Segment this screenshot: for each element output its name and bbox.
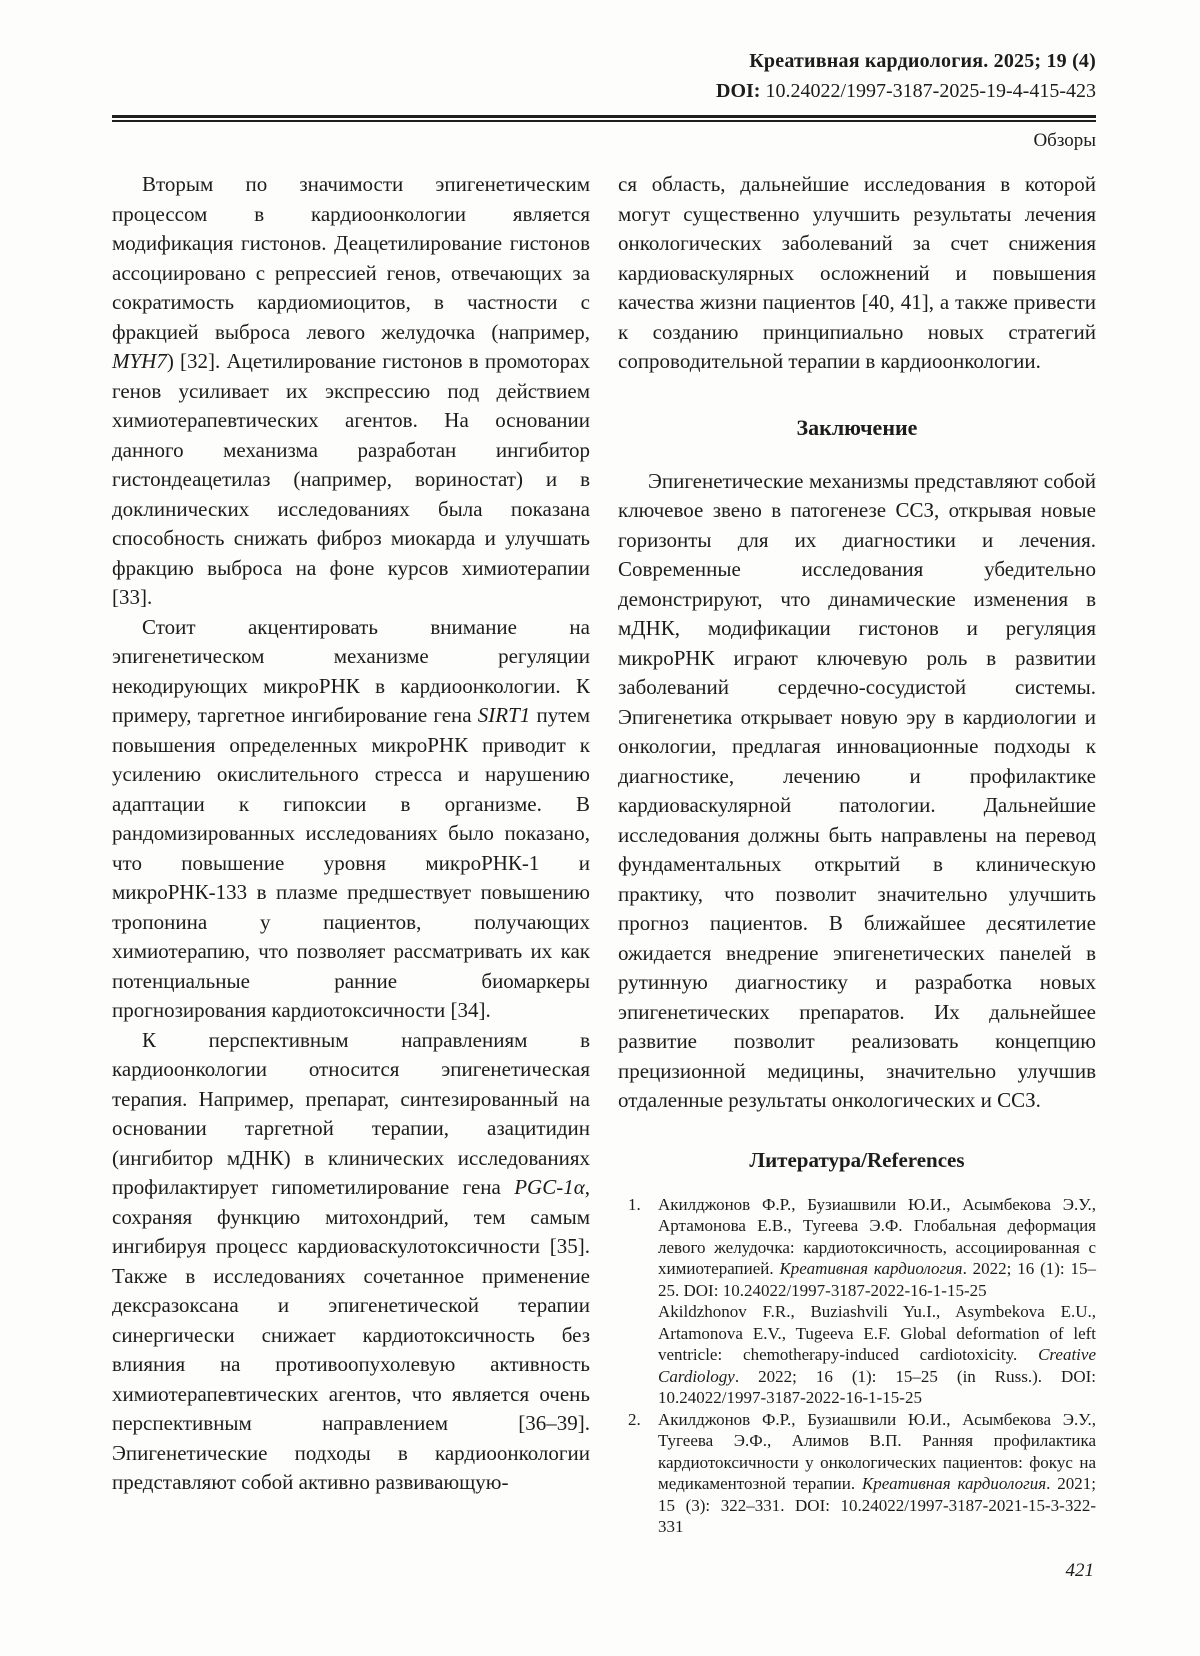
emphasized-text: MYH7 xyxy=(112,349,167,373)
text-run: ся область, дальнейшие исследования в которой могут существенно улучшить результаты лечения онкологических заболеваний за счет снижения кардиоваскулярных осложнений и повышения качества жизни пациентов [40, 41], а также привести к созданию принципиально новых стратегий сопроводительной терапии в кардиоонкологии. xyxy=(618,172,1096,373)
emphasized-text: PGC-1α xyxy=(514,1175,585,1199)
right-column xyxy=(618,170,1096,1538)
text-run: . 2021; 15 (3): 322–331. DOI: 10.24022/1997-3187-2021-15-3-322-331 xyxy=(658,1474,1096,1536)
reference-text xyxy=(658,1194,1096,1409)
page-header xyxy=(112,46,1096,106)
paragraph-conclusion xyxy=(618,467,1096,1116)
emphasized-text: Креативная кардиология xyxy=(862,1474,1047,1493)
section-label: Обзоры xyxy=(1033,130,1096,151)
doi-label: DOI: xyxy=(716,80,761,102)
text-run: путем повышения определенных микроРНК приводит к усилению окислительного стресса и нарушению адаптации к гипоксии в организме. В рандомизированных исследованиях было показано, что повышение уровня микроРНК-1 и микроРНК-133 в плазме предшествует повышению тропонина у пациентов, получающих химиотерапию, что позволяет рассматривать их как потенциальные ранние биомаркеры прогнозирования кардиотоксичности [34]. xyxy=(112,703,590,1022)
emphasized-text: Креативная кардиология xyxy=(779,1259,963,1278)
text-run: Эпигенетические механизмы представляют собой ключевое звено в патогенезе ССЗ, открывая новые горизонты для их диагностики и лечения. Современные исследования убедительно демонстрируют, что динамические изменения в мДНК, модификации гистонов и регуляция микроРНК играют ключевую роль в развитии заболеваний сердечно-сосудистой системы. Эпигенетика открывает новую эру в кардиологии и онкологии, предлагая инновационные подходы к диагностике, лечению и профилактике кардиоваскулярной патологии. Дальнейшие исследования должны быть направлены на перевод фундаментальных открытий в клиническую практику, что позволит значительно улучшить прогноз пациентов. В ближайшее десятилетие ожидается внедрение эпигенетических панелей в рутинную диагностику и разработка новых эпигенетических препаратов. Их дальнейшее развитие позволит реализовать концепцию прецизионной медицины, значительно улучшив отдаленные результаты онкологических и ССЗ. xyxy=(618,468,1096,1112)
reference-item-2 xyxy=(628,1409,1096,1538)
reference-russian-citation xyxy=(658,1409,1096,1538)
reference-item-1 xyxy=(628,1194,1096,1409)
text-run: Стоит акцентировать внимание на эпигенетическом механизме регуляции некодирующих микроРНК в кардиоонкологии. К примеру, таргетное ингибирование гена xyxy=(112,614,590,727)
page-number: 421 xyxy=(1065,1560,1094,1581)
paragraph-histone-modification xyxy=(112,170,590,613)
references-heading: Литература/References xyxy=(749,1147,965,1172)
reference-number: 1. xyxy=(628,1194,641,1214)
doi-line xyxy=(112,76,1096,106)
reference-text xyxy=(658,1409,1096,1538)
emphasized-text: Creative Cardiology xyxy=(658,1345,1096,1386)
doi-value: 10.24022/1997-3187-2025-19-4-415-423 xyxy=(765,80,1096,102)
reference-english-citation xyxy=(658,1301,1096,1409)
reference-russian-citation xyxy=(658,1194,1096,1302)
reference-list xyxy=(618,1194,1096,1538)
text-run: . 2022; 16 (1): 15–25. DOI: 10.24022/1997-3187-2022-16-1-15-25 xyxy=(658,1259,1096,1300)
text-run: Вторым по значимости эпигенетическим процессом в кардиоонкологии является модификация гистонов. Деацетилирование гистонов ассоциировано с репрессией генов, отвечающих за сократимость кардиомиоцитов, в частности с фракцией выброса левого желудочка (например, xyxy=(112,172,590,344)
reference-number: 2. xyxy=(628,1409,641,1429)
text-run: Акилджонов Ф.Р., Бузиашвили Ю.И., Асымбекова Э.У., Тугеева Э.Ф., Алимов В.П. Ранняя профилактика кардиотоксичности у онкологических пациентов: фокус на медикаментозной терапии. xyxy=(658,1409,1096,1493)
header-divider-rule xyxy=(112,115,1096,122)
text-run: ) [32]. Ацетилирование гистонов в промоторах генов усиливает их экспрессию под действием химиотерапевтических агентов. На основании данного механизма разработан ингибитор гистондеацетилаз (например, вориностат) и в доклинических исследованиях была показана способность снижать фиброз миокарда и улучшать фракцию выброса на фоне курсов химиотерапии [33]. xyxy=(112,349,590,609)
paragraph-epigenetic-therapy xyxy=(112,1026,590,1498)
text-run: Акилджонов Ф.Р., Бузиашвили Ю.И., Асымбекова Э.У., Артамонова Е.В., Тугеева Э.Ф. Глобальная деформация левого желудочка: кардиотоксичность, ассоциированная с химиотерапией. xyxy=(658,1194,1096,1278)
paragraph-continuation xyxy=(618,170,1096,377)
left-column xyxy=(112,170,590,1538)
paragraph-microrna-regulation xyxy=(112,613,590,1026)
conclusion-heading: Заключение xyxy=(796,414,918,440)
text-run: Akildzhonov F.R., Buziashvili Yu.I., Asymbekova E.U., Artamonova E.V., Tugeeva E.F. Global deformation of left ventricle: chemotherapy-induced cardiotoxicity. xyxy=(658,1302,1096,1364)
emphasized-text: SIRT1 xyxy=(477,703,531,727)
text-run: , сохраняя функцию митохондрий, тем самым ингибируя процесс кардиоваскулотоксичности [35]. Также в исследованиях сочетанное применение дексразоксана и эпигенетической терапии синергически снижает кардиотоксичность без влияния на противоопухолевую активность химиотерапевтических агентов, что является очень перспективным направлением [36–39]. Эпигенетические подходы в кардиоонкологии представляют собой активно развивающую- xyxy=(112,1175,590,1494)
journal-citation: Креативная кардиология. 2025; 19 (4) xyxy=(749,50,1096,72)
text-run: К перспективным направлениям в кардиоонкологии относится эпигенетическая терапия. Например, препарат, синтезированный на основании таргетной терапии, азацитидин (ингибитор мДНК) в клинических исследованиях профилактирует гипометилирование гена xyxy=(112,1027,590,1199)
text-run: . 2022; 16 (1): 15–25 (in Russ.). DOI: 10.24022/1997-3187-2022-16-1-15-25 xyxy=(658,1366,1096,1407)
article-body xyxy=(112,170,1096,1538)
